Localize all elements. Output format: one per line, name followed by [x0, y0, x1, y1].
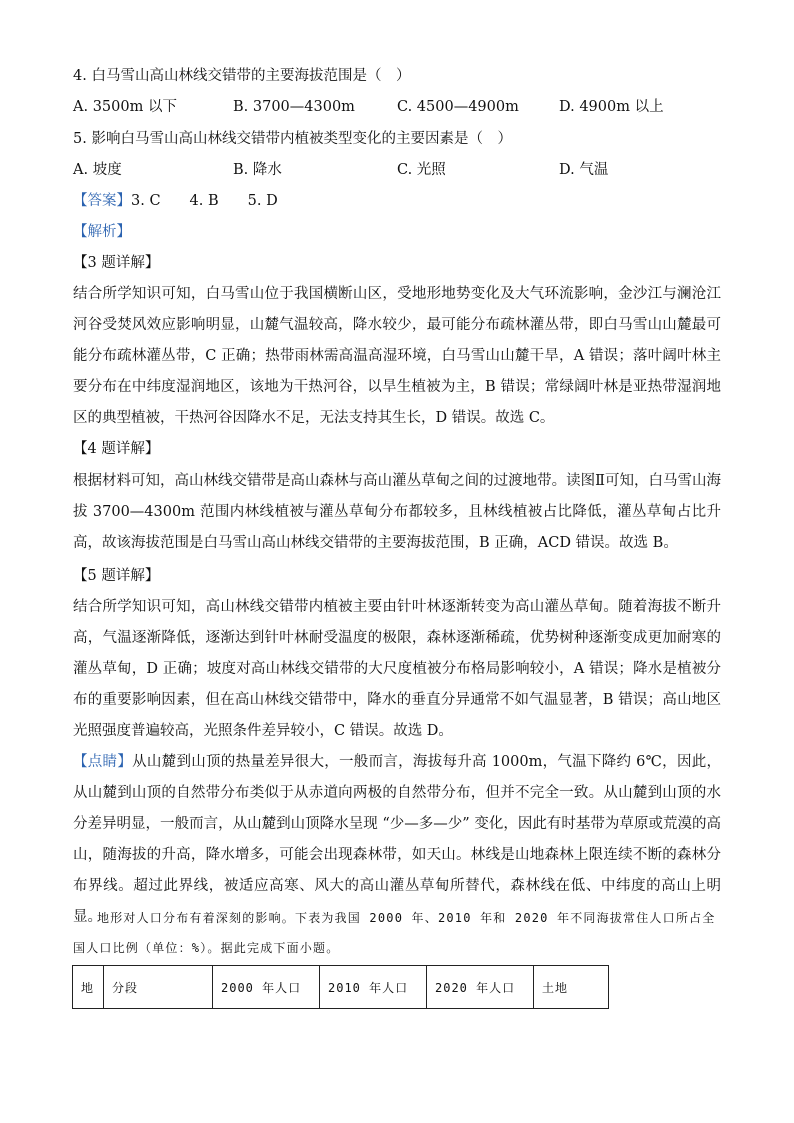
detail-5-body: 结合所学知识可知，高山林线交错带内植被主要由针叶林逐渐转变为高山灌丛草甸。随着海拔不断升高，气温逐渐降低，逐渐达到针叶林耐受温度的极限，森林逐渐稀疏，优势树种逐渐变成更加耐寒的灌丛草甸，D 正确；坡度对高山林线交错带的大尺度植被分布格局影响较小，A 错误；降水是植被分布的重要影响因素，但在高山林线交错带中，降水的垂直分异通常不如气温显著，B 错误；高山地区光照强度普遍较高，光照条件差异较小，C 错误。故选 D。	[73, 599, 721, 739]
detail-4-body: 根据材料可知，高山林线交错带是高山森林与高山灌丛草甸之间的过渡地带。读图Ⅱ可知，白马雪山海拔 3700—4300m 范围内林线植被与灌丛草甸分布都较多，且林线植被占比降低，灌丛草甸占比升高，故该海拔范围是白马雪山高山林线交错带的主要海拔范围，B 正确，ACD 错误。故选 B。	[73, 473, 721, 551]
header-cell-segment: 分段	[104, 966, 213, 1009]
table-header-row	[73, 966, 609, 1009]
header-cell-2010: 2010 年人口	[320, 966, 427, 1009]
answer-line	[73, 191, 278, 211]
header-cell-land: 土地	[534, 966, 609, 1009]
q4-option-c: C. 4500—4900m	[397, 99, 519, 115]
analysis-tag: 【解析】	[73, 224, 131, 240]
tip-body: 从山麓到山顶的热量差异很大，一般而言，海拔每升高 1000m，气温下降约 6℃，因此，从山麓到山顶的自然带分布类似于从赤道向两极的自然带分布，但并不完全一致。从山麓到山顶的水分差异明显，一般而言，从山麓到山顶降水呈现 “少—多—少” 变化，因此有时基带为草原或荒漠的高山，随海拔的升高，降水增多，可能会出现森林带，如天山。林线是山地森林上限连续不断的森林分布界线。超过此界线，被适应高寒、风大的高山灌丛草甸所替代，森林线在低、中纬度的高山上明显。	[73, 754, 722, 925]
material-text: 地形对人口分布有着深刻的影响。下表为我国 2000 年、2010 年和 2020 年不同海拔常住人口所占全国人口比例（单位：%）。据此完成下面小题。	[73, 911, 716, 955]
header-cell-2000: 2000 年人口	[213, 966, 320, 1009]
detail-3-body: 结合所学知识可知，白马雪山位于我国横断山区，受地形地势变化及大气环流影响，金沙江与澜沧江河谷受焚风效应影响明显，山麓气温较高，降水较少，最可能分布疏林灌丛带，即白马雪山山麓最可能分布疏林灌丛带，C 正确；热带雨林需高温高湿环境，白马雪山山麓干旱，A 错误；落叶阔叶林主要分布在中纬度湿润地区，该地为干热河谷，以旱生植被为主，B 错误；常绿阔叶林是亚热带湿润地区的典型植被，干热河谷因降水不足，无法支持其生长，D 错误。故选 C。	[73, 286, 721, 426]
q4-option-a: A. 3500m 以下	[73, 99, 177, 115]
q4-option-d: D. 4900m 以上	[559, 99, 664, 115]
answer-text: 3. C 4. B 5. D	[131, 193, 278, 209]
q5-option-d: D. 气温	[559, 162, 609, 178]
q4-option-b: B. 3700—4300m	[233, 99, 355, 115]
header-cell-land-form: 地	[73, 966, 104, 1009]
q5-option-c: C. 光照	[397, 162, 446, 178]
q5-option-a: A. 坡度	[73, 162, 122, 178]
detail-3-heading: 【3 题详解】	[73, 255, 160, 271]
population-table	[72, 965, 609, 1009]
detail-5-heading: 【5 题详解】	[73, 568, 160, 584]
q5-option-b: B. 降水	[233, 162, 282, 178]
answer-tag: 【答案】	[73, 193, 131, 209]
question-4-stem: 4. 白马雪山高山林线交错带的主要海拔范围是（ ）	[73, 68, 411, 84]
question-5-stem: 5. 影响白马雪山高山林线交错带内植被类型变化的主要因素是（ ）	[73, 131, 512, 147]
header-cell-2020: 2020 年人口	[427, 966, 534, 1009]
tip-tag: 【点睛】	[73, 754, 133, 770]
detail-4-heading: 【4 题详解】	[73, 441, 160, 457]
